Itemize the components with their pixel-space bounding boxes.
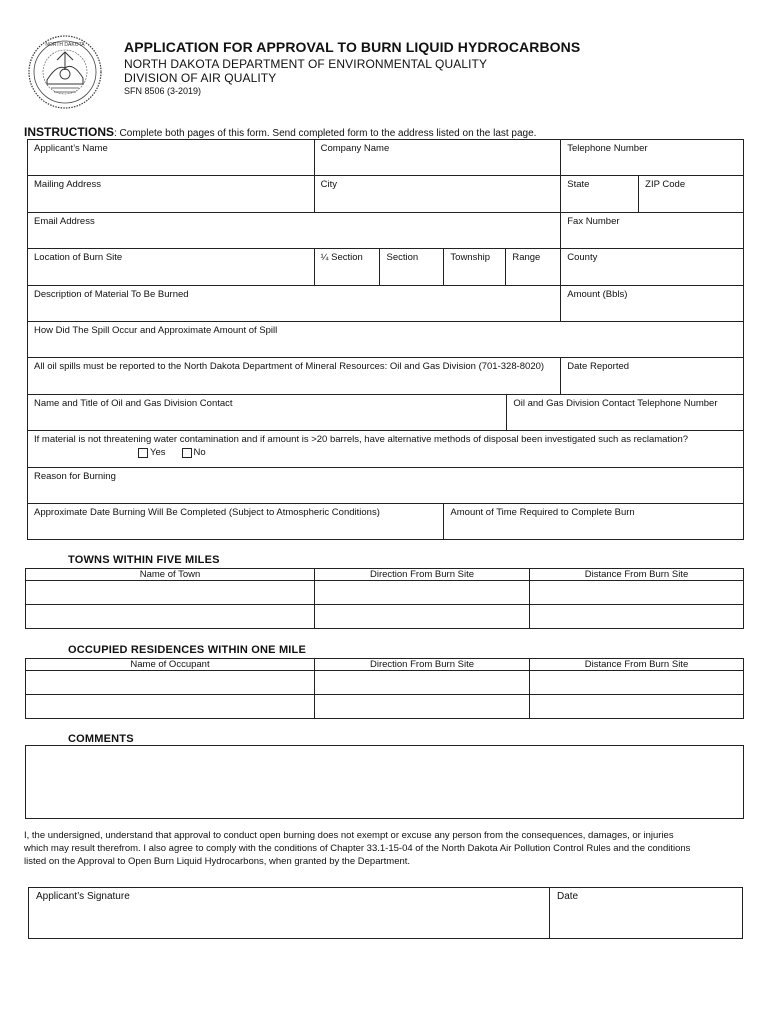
- location-burn-site-field[interactable]: Location of Burn Site: [28, 249, 315, 284]
- description-material-field[interactable]: Description of Material To Be Burned: [28, 286, 561, 321]
- occupant-direction-cell[interactable]: [315, 695, 530, 719]
- form-row-reported: [28, 358, 744, 394]
- instructions-text: : Complete both pages of this form. Send completed form to the address listed on the last page.: [114, 128, 537, 139]
- fax-number-field[interactable]: Fax Number: [561, 213, 744, 248]
- occupant-distance-cell[interactable]: [530, 671, 744, 695]
- yes-checkbox[interactable]: [138, 448, 148, 458]
- instructions: [24, 125, 536, 139]
- contact-telephone-field[interactable]: Oil and Gas Division Contact Telephone Number: [507, 395, 744, 430]
- range-field[interactable]: Range: [506, 249, 561, 284]
- how-spill-occur-field[interactable]: How Did The Spill Occur and Approximate Amount of Spill: [28, 322, 744, 357]
- residences-col-direction: Direction From Burn Site: [315, 659, 530, 671]
- form-row-contact: [28, 395, 744, 431]
- form-row-applicant: [28, 140, 744, 176]
- residences-row: [26, 671, 744, 695]
- county-field[interactable]: County: [561, 249, 744, 284]
- signature-row: [28, 887, 743, 939]
- towns-heading: TOWNS WITHIN FIVE MILES: [68, 554, 220, 566]
- form-row-spill: [28, 322, 744, 358]
- zip-code-field[interactable]: ZIP Code: [639, 176, 744, 211]
- residences-col-name: Name of Occupant: [26, 659, 315, 671]
- form-number: SFN 8506 (3-2019): [124, 86, 202, 96]
- oil-spills-reported-field[interactable]: All oil spills must be reported to the North Dakota Department of Mineral Resources: Oil and Gas Division (701-328-8020): [28, 358, 561, 393]
- seal-text: NORTH DAKOTA: [45, 42, 85, 48]
- no-checkbox[interactable]: [182, 448, 192, 458]
- yes-no-group: [138, 447, 743, 458]
- towns-header-row: [26, 569, 744, 581]
- city-field[interactable]: City: [315, 176, 562, 211]
- quarter-section-field[interactable]: ¼ Section: [315, 249, 381, 284]
- form-row-reason: [28, 468, 744, 504]
- yes-option[interactable]: [138, 447, 166, 458]
- state-seal-logo: [27, 34, 103, 110]
- town-direction-cell[interactable]: [315, 581, 530, 605]
- town-distance-cell[interactable]: [530, 605, 744, 629]
- application-form: [27, 139, 744, 540]
- alternative-methods-question: [28, 431, 744, 466]
- form-row-email: [28, 213, 744, 249]
- occupant-distance-cell[interactable]: [530, 695, 744, 719]
- section-field[interactable]: Section: [380, 249, 444, 284]
- form-row-location: [28, 249, 744, 285]
- occupant-direction-cell[interactable]: [315, 671, 530, 695]
- yes-label: Yes: [150, 447, 166, 459]
- no-option[interactable]: [182, 447, 206, 458]
- certification-line-3: listed on the Approval to Open Burn Liquid Hydrocarbons, when granted by the Department.: [24, 856, 411, 867]
- telephone-number-field[interactable]: Telephone Number: [561, 140, 744, 175]
- contact-name-title-field[interactable]: Name and Title of Oil and Gas Division Contact: [28, 395, 507, 430]
- approx-date-completed-field[interactable]: Approximate Date Burning Will Be Completed (Subject to Atmospheric Conditions): [28, 504, 444, 539]
- email-address-field[interactable]: Email Address: [28, 213, 561, 248]
- department-name: NORTH DAKOTA DEPARTMENT OF ENVIRONMENTAL QUALITY: [124, 57, 488, 71]
- residences-heading: OCCUPIED RESIDENCES WITHIN ONE MILE: [68, 644, 307, 656]
- towns-col-name: Name of Town: [26, 569, 315, 581]
- town-direction-cell[interactable]: [315, 605, 530, 629]
- state-field[interactable]: State: [561, 176, 639, 211]
- form-title: APPLICATION FOR APPROVAL TO BURN LIQUID HYDROCARBONS: [124, 39, 581, 55]
- comments-heading: COMMENTS: [68, 733, 134, 745]
- towns-table: [25, 568, 744, 629]
- occupant-name-cell[interactable]: [26, 695, 315, 719]
- township-field[interactable]: Township: [444, 249, 506, 284]
- residences-header-row: [26, 659, 744, 671]
- form-row-address: [28, 176, 744, 212]
- town-name-cell[interactable]: [26, 605, 315, 629]
- towns-row: [26, 581, 744, 605]
- division-name: DIVISION OF AIR QUALITY: [124, 71, 277, 85]
- certification-line-2: which may result therefrom. I also agree to comply with the conditions of Chapter 33.1-15-04 of the North Dakota Air Pollution Control Rules and the conditions: [24, 843, 691, 854]
- residences-row: [26, 695, 744, 719]
- alternative-methods-text: If material is not threatening water contamination and if amount is >20 barrels, have alternative methods of disposal been investigated such as reclamation?: [34, 434, 689, 446]
- town-name-cell[interactable]: [26, 581, 315, 605]
- mailing-address-field[interactable]: Mailing Address: [28, 176, 315, 211]
- certification-line-1: I, the undersigned, understand that approval to conduct open burning does not exempt or excuse any person from the consequences, damages, or injuries: [24, 830, 674, 841]
- date-reported-field[interactable]: Date Reported: [561, 358, 744, 393]
- comments-box[interactable]: [25, 745, 744, 819]
- towns-col-direction: Direction From Burn Site: [315, 569, 530, 581]
- amount-time-required-field[interactable]: Amount of Time Required to Complete Burn: [444, 504, 744, 539]
- occupant-name-cell[interactable]: [26, 671, 315, 695]
- instructions-label: INSTRUCTIONS: [24, 125, 114, 139]
- towns-row: [26, 605, 744, 629]
- town-distance-cell[interactable]: [530, 581, 744, 605]
- no-label: No: [193, 447, 206, 459]
- form-row-material: [28, 286, 744, 322]
- signature-date-field[interactable]: Date: [557, 891, 579, 902]
- amount-bbls-field[interactable]: Amount (Bbls): [561, 286, 744, 321]
- residences-col-distance: Distance From Burn Site: [530, 659, 744, 671]
- towns-col-distance: Distance From Burn Site: [530, 569, 744, 581]
- applicant-name-field[interactable]: Applicant’s Name: [28, 140, 315, 175]
- applicant-signature-field[interactable]: Applicant’s Signature: [29, 888, 550, 938]
- certification-statement: [24, 829, 746, 868]
- reason-for-burning-field[interactable]: Reason for Burning: [28, 468, 744, 503]
- company-name-field[interactable]: Company Name: [315, 140, 562, 175]
- form-row-completion: [28, 504, 744, 540]
- form-row-alternative: [28, 431, 744, 467]
- residences-table: [25, 658, 744, 719]
